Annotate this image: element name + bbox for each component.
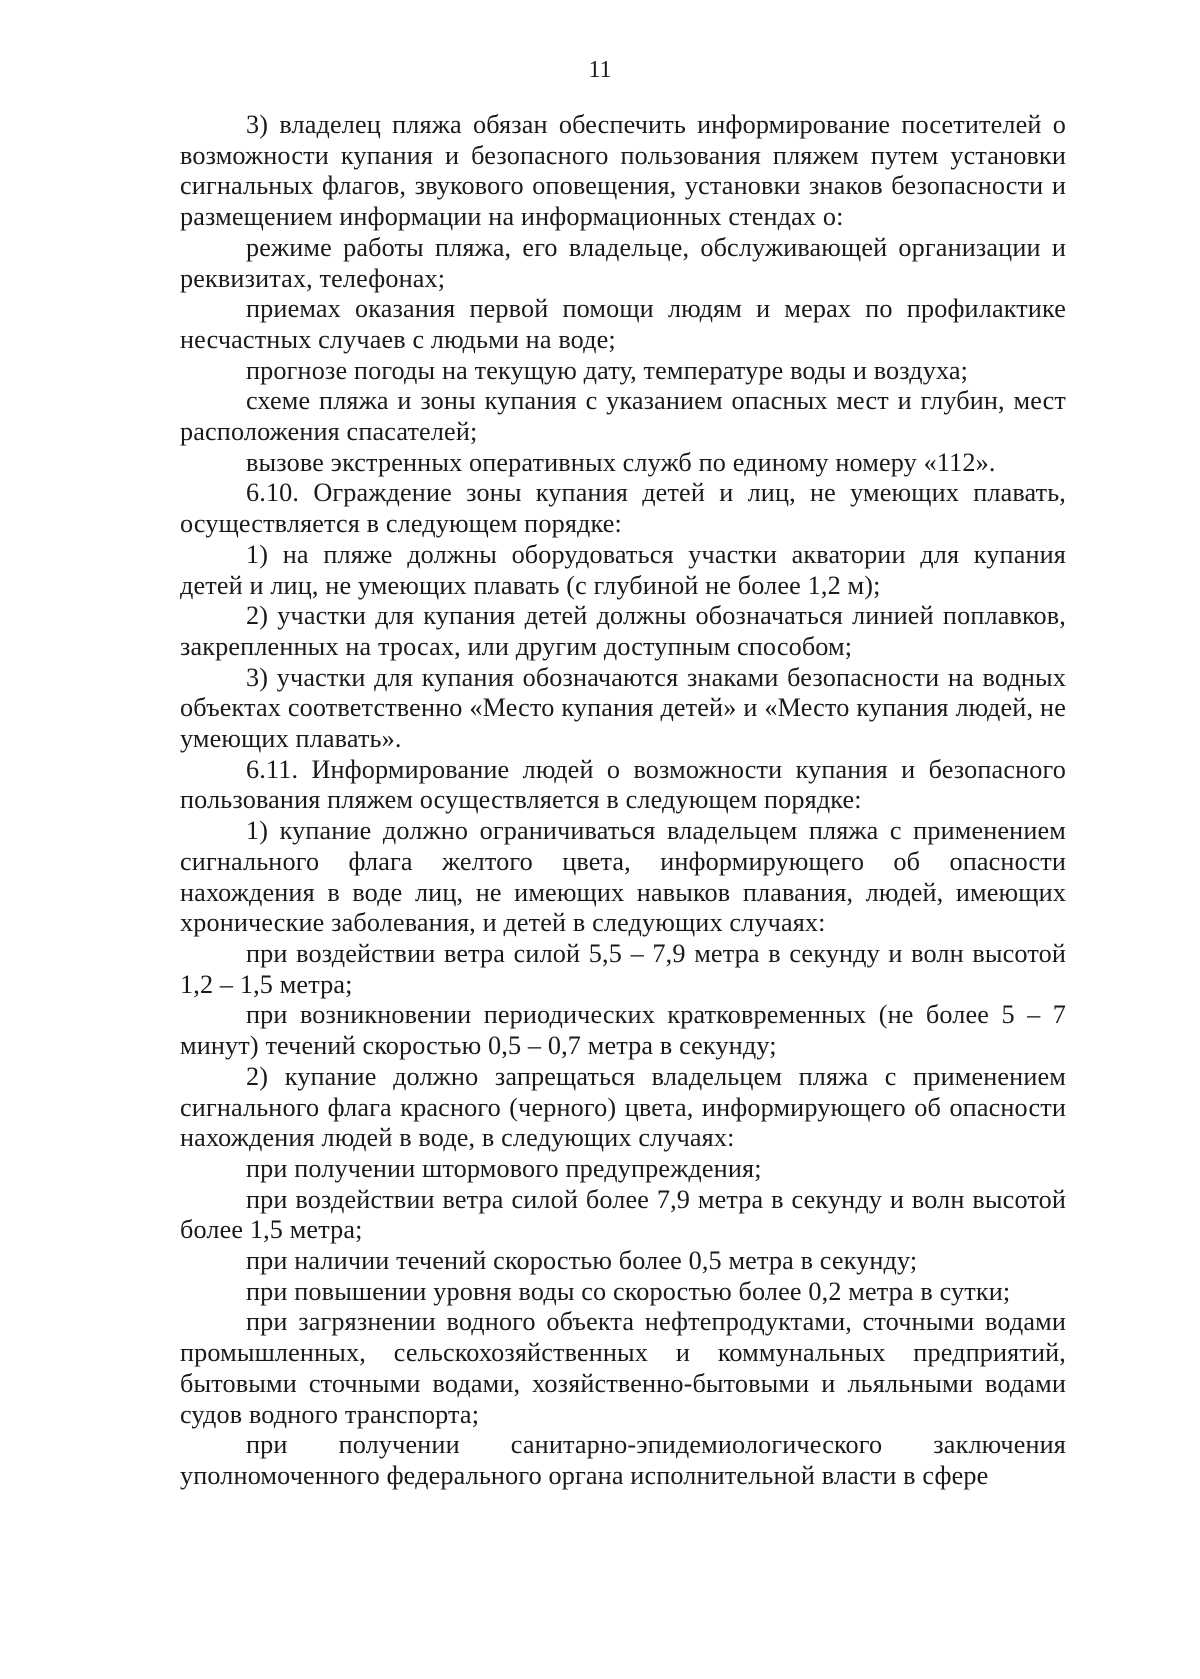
paragraph-7: 6.10. Ограждение зоны купания детей и лиц, не умеющих плавать, осуществляется в следующем порядке:	[180, 478, 1066, 539]
paragraph-19: при повышении уровня воды со скоростью более 0,2 метра в сутки;	[246, 1276, 1011, 1306]
paragraph-15: 2) купание должно запрещаться владельцем пляжа с применением сигнального флага красного (черного) цвета, информирующего об опасности нахождения людей в воде, в следующих случаях:	[180, 1061, 1066, 1153]
paragraph-20: при загрязнении водного объекта нефтепродуктами, сточными водами промышленных, сельскохозяйственных и коммунальных предприятий, бытовыми сточными водами, хозяйственно-бытовыми и льяльными водами судов водного транспорта;	[180, 1307, 1066, 1429]
paragraph-12: 1) купание должно ограничиваться владельцем пляжа с применением сигнального флага желтого цвета, информирующего об опасности нахождения в воде лиц, не имеющих навыков плавания, людей, имеющих хронические заболевания, и детей в следующих случаях:	[180, 816, 1066, 938]
paragraph-13: при воздействии ветра силой 5,5 – 7,9 метра в секунду и волн высотой 1,2 – 1,5 метра;	[180, 938, 1066, 999]
paragraph-5: схеме пляжа и зоны купания с указанием опасных мест и глубин, мест расположения спасателей;	[180, 386, 1066, 447]
paragraph-11: 6.11. Информирование людей о возможности купания и безопасного пользования пляжем осуществляется в следующем порядке:	[180, 754, 1066, 815]
paragraph-2: режиме работы пляжа, его владельце, обслуживающей организации и реквизитах, телефонах;	[180, 232, 1066, 293]
paragraph-1: 3) владелец пляжа обязан обеспечить информирование посетителей о возможности купания и безопасного пользования пляжем путем установки сигнальных флагов, звукового оповещения, установки знаков безопасности и размещением информации на информационных стендах о:	[180, 110, 1066, 232]
paragraph-14: при возникновении периодических кратковременных (не более 5 – 7 минут) течений скоростью 0,5 – 0,7 метра в секунду;	[180, 1000, 1066, 1061]
paragraph-21: при получении санитарно-эпидемиологического заключения уполномоченного федерального органа исполнительной власти в сфере	[180, 1430, 1066, 1490]
paragraph-8: 1) на пляже должны оборудоваться участки акватории для купания детей и лиц, не умеющих плавать (с глубиной не более 1,2 м);	[180, 539, 1066, 600]
document-body	[180, 110, 1066, 1492]
page-number: 11	[588, 57, 612, 83]
paragraph-3: приемах оказания первой помощи людям и мерах по профилактике несчастных случаев с людьми на воде;	[180, 294, 1066, 354]
paragraph-4: прогнозе погоды на текущую дату, температуре воды и воздуха;	[246, 355, 969, 385]
paragraph-6: вызове экстренных оперативных служб по единому номеру «112».	[246, 447, 996, 477]
paragraph-10: 3) участки для купания обозначаются знаками безопасности на водных объектах соответственно «Место купания детей» и «Место купания людей, не умеющих плавать».	[180, 662, 1066, 754]
paragraph-9: 2) участки для купания детей должны обозначаться линией поплавков, закрепленных на тросах, или другим доступным способом;	[180, 601, 1066, 661]
paragraph-16: при получении штормового предупреждения;	[246, 1153, 762, 1183]
paragraph-17: при воздействии ветра силой более 7,9 метра в секунду и волн высотой более 1,5 метра;	[180, 1184, 1066, 1245]
paragraph-18: при наличии течений скоростью более 0,5 метра в секунду;	[246, 1246, 918, 1276]
